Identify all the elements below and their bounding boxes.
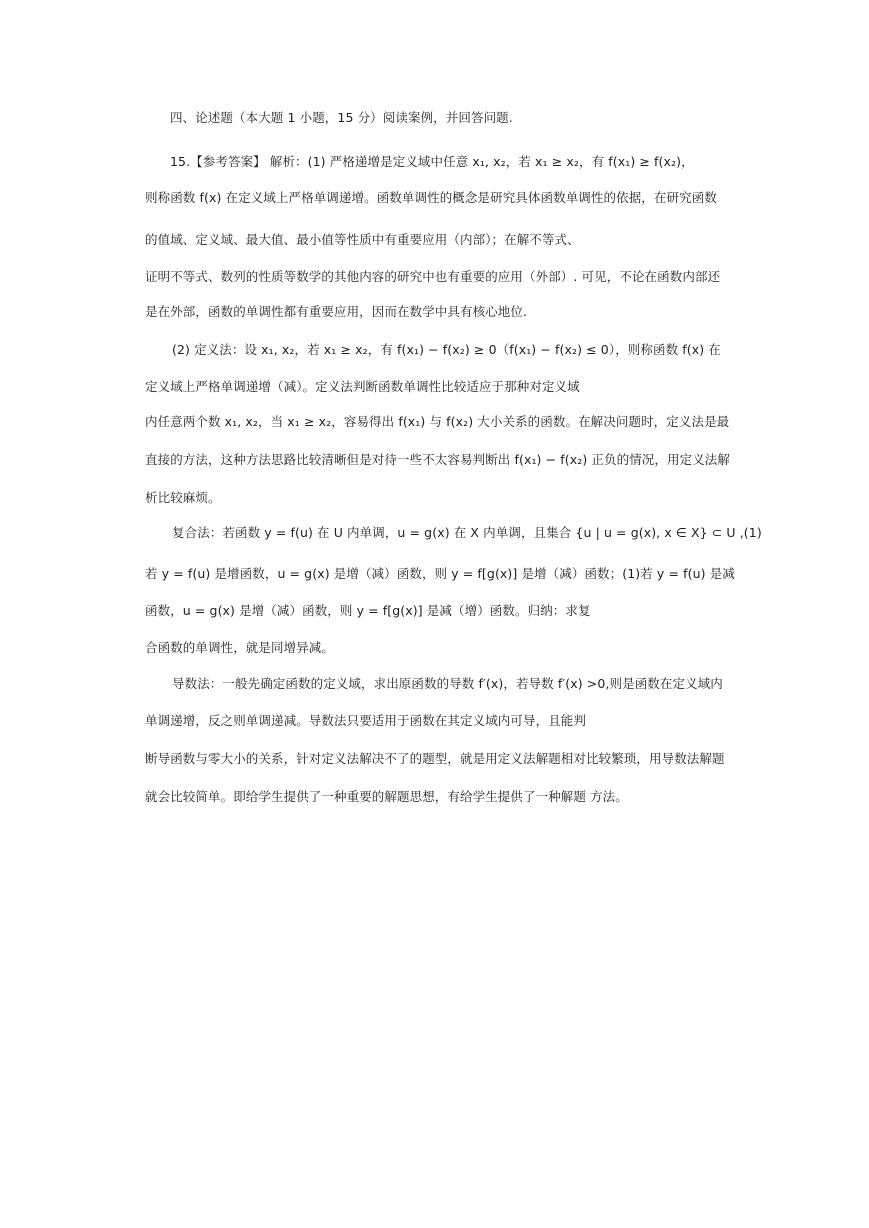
answer-line-2: 则称函数 f(x) 在定义域上严格单调递增。函数单调性的概念是研究具体函数单调性的依据，在研究函数 — [145, 190, 717, 205]
derivative-method-line-3: 断导函数与零大小的关系，针对定义法解决不了的题型，就是用定义法解题相对比较繁琐，用导数法解题 — [145, 751, 725, 766]
answer-line-3: 的值域、定义域、最大值、最小值等性质中有重要应用（内部）；在解不等式、 — [145, 232, 580, 247]
derivative-method-line-4: 就会比较简单。即给学生提供了一种重要的解题思想，有给学生提供了一种解题 方法。 — [145, 789, 628, 804]
definition-method-line-1: (2) 定义法：设 x₁, x₂，若 x₁ ≥ x₂，有 f(x₁) − f(x₂) ≥ 0（f(x₁) − f(x₂) ≤ 0），则称函数 f(x) 在 — [172, 342, 721, 357]
definition-method-line-4: 直接的方法，这种方法思路比较清晰但是对待一些不太容易判断出 f(x₁) − f(x₂) 正负的情况，用定义法解 — [145, 452, 730, 467]
composite-method-line-1: 复合法：若函数 y = f(u) 在 U 内单调，u = g(x) 在 X 内单调，且集合 {u | u = g(x), x ∈ X} ⊂ U ,(1) — [172, 525, 762, 540]
answer-line-5: 是在外部，函数的单调性都有重要应用，因而在数学中具有核心地位. — [145, 304, 528, 319]
composite-method-line-2: 若 y = f(u) 是增函数，u = g(x) 是增（减）函数，则 y = f[g(x)] 是增（减）函数；(1)若 y = f(u) 是减 — [145, 566, 735, 581]
composite-method-line-3: 函数，u = g(x) 是增（减）函数，则 y = f[g(x)] 是减（增）函数。归纳：求复 — [145, 603, 591, 618]
definition-method-line-5: 析比较麻烦。 — [145, 490, 221, 505]
answer-line-4: 证明不等式、数列的性质等数学的其他内容的研究中也有重要的应用（外部）. 可见，不论在函数内部还 — [145, 269, 721, 284]
derivative-method-line-2: 单调递增，反之则单调递减。导数法只要适用于函数在其定义域内可导，且能判 — [145, 713, 587, 728]
definition-method-line-3: 内任意两个数 x₁, x₂，当 x₁ ≥ x₂，容易得出 f(x₁) 与 f(x₂) 大小关系的函数。在解决问题时，定义法是最 — [145, 414, 730, 429]
derivative-method-line-1: 导数法：一般先确定函数的定义域，求出原函数的导数 f′(x)，若导数 f′(x) >0,则是函数在定义域内 — [172, 676, 723, 691]
definition-method-line-2: 定义域上严格单调递增（减）。定义法判断函数单调性比较适应于那种对定义域 — [145, 379, 580, 394]
section-heading: 四、论述题（本大题 1 小题，15 分）阅读案例，并回答问题. — [170, 110, 513, 125]
composite-method-line-4: 合函数的单调性，就是同增异减。 — [145, 640, 335, 655]
answer-line-1: 15.【参考答案】 解析：(1) 严格递增是定义域中任意 x₁, x₂，若 x₁ ≥ x₂，有 f(x₁) ≥ f(x₂)， — [170, 154, 694, 169]
